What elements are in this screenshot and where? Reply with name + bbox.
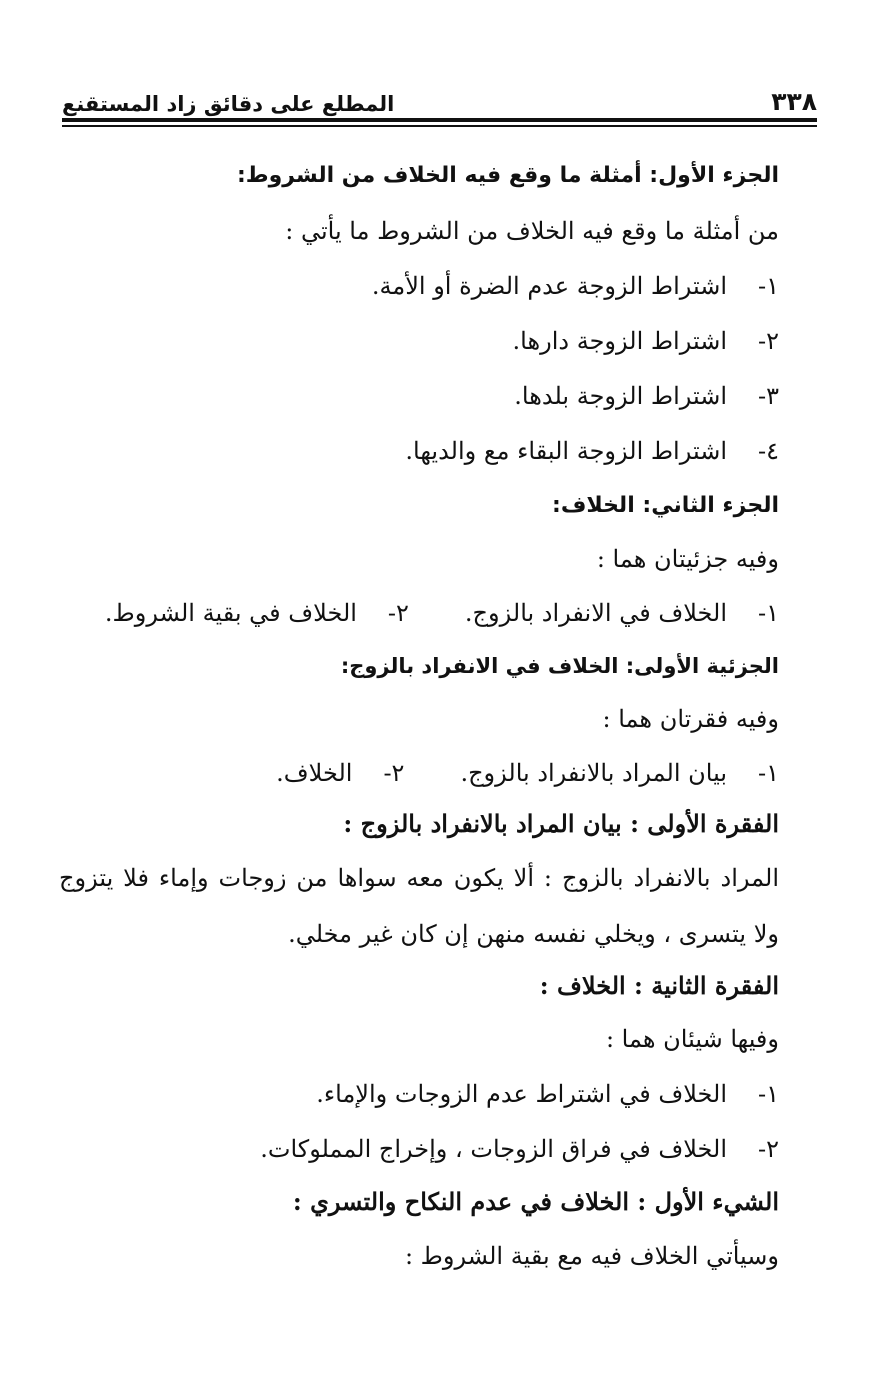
para2-heading: الفقرة الثانية : الخلاف : (539, 971, 779, 1000)
sub1-intro: وفيه فقرتان هما : (602, 705, 779, 733)
item-text: الخلاف في بقية الشروط. (104, 599, 357, 627)
page-number: ٣٣٨ (771, 87, 817, 116)
header-rule-thin (62, 125, 817, 127)
item-number: ١- (758, 759, 779, 787)
para1-line-1: المراد بالانفراد بالزوج : ألا يكون معه سواها من زوجات وإماء فلا يتزوج (59, 864, 779, 892)
book-title: المطلع على دقائق زاد المستقنع (62, 92, 395, 116)
para1-heading: الفقرة الأولى : بيان المراد بالانفراد بالزوج : (343, 809, 779, 838)
part1-heading: الجزء الأول: أمثلة ما وقع فيه الخلاف من الشروط: (236, 163, 779, 188)
list-item (372, 270, 779, 302)
list-item (514, 380, 779, 412)
item-number: ٢- (758, 1135, 779, 1163)
list-item (405, 435, 779, 467)
sub1-items-row (276, 757, 779, 789)
item-text: الخلاف في اشتراط عدم الزوجات والإماء. (316, 1080, 727, 1108)
item-number: ١- (758, 272, 779, 300)
part2-intro: وفيه جزئيتان هما : (596, 545, 779, 573)
part1-intro: من أمثلة ما وقع فيه الخلاف من الشروط ما يأتي : (285, 217, 779, 245)
item-text: اشتراط الزوجة البقاء مع والديها. (405, 437, 727, 465)
item-number: ٣- (758, 382, 779, 410)
item-number: ٢- (387, 599, 409, 627)
item-number: ٢- (758, 327, 779, 355)
part2-items-row (105, 597, 779, 629)
part2-heading: الجزء الثاني: الخلاف: (552, 493, 779, 518)
list-item (316, 1078, 779, 1110)
item-number: ١- (758, 599, 779, 627)
item-text: الخلاف في فراق الزوجات ، وإخراج المملوكات. (260, 1135, 727, 1163)
para1-line-2: ولا يتسرى ، ويخلي نفسه منهن إن كان غير مخلي. (288, 920, 779, 948)
thing1-heading: الشيء الأول : الخلاف في عدم النكاح والتسري : (292, 1187, 779, 1216)
para2-intro: وفيها شيئان هما : (605, 1025, 779, 1053)
item-text: اشتراط الزوجة دارها. (512, 327, 727, 355)
item-text: الخلاف في الانفراد بالزوج. (464, 599, 727, 627)
item-text: اشتراط الزوجة عدم الضرة أو الأمة. (371, 272, 727, 300)
sub1-heading: الجزئية الأولى: الخلاف في الانفراد بالزوج: (340, 654, 779, 678)
item-number: ٢- (383, 759, 405, 787)
item-text: بيان المراد بالانفراد بالزوج. (460, 759, 727, 787)
list-item (260, 1133, 779, 1165)
item-number: ١- (758, 1080, 779, 1108)
item-text: اشتراط الزوجة بلدها. (514, 382, 727, 410)
header-rule-thick (62, 118, 817, 122)
item-text: الخلاف. (276, 759, 353, 787)
thing1-text: وسيأتي الخلاف فيه مع بقية الشروط : (404, 1242, 779, 1270)
running-header (62, 82, 817, 116)
list-item (513, 325, 779, 357)
item-number: ٤- (758, 437, 779, 465)
